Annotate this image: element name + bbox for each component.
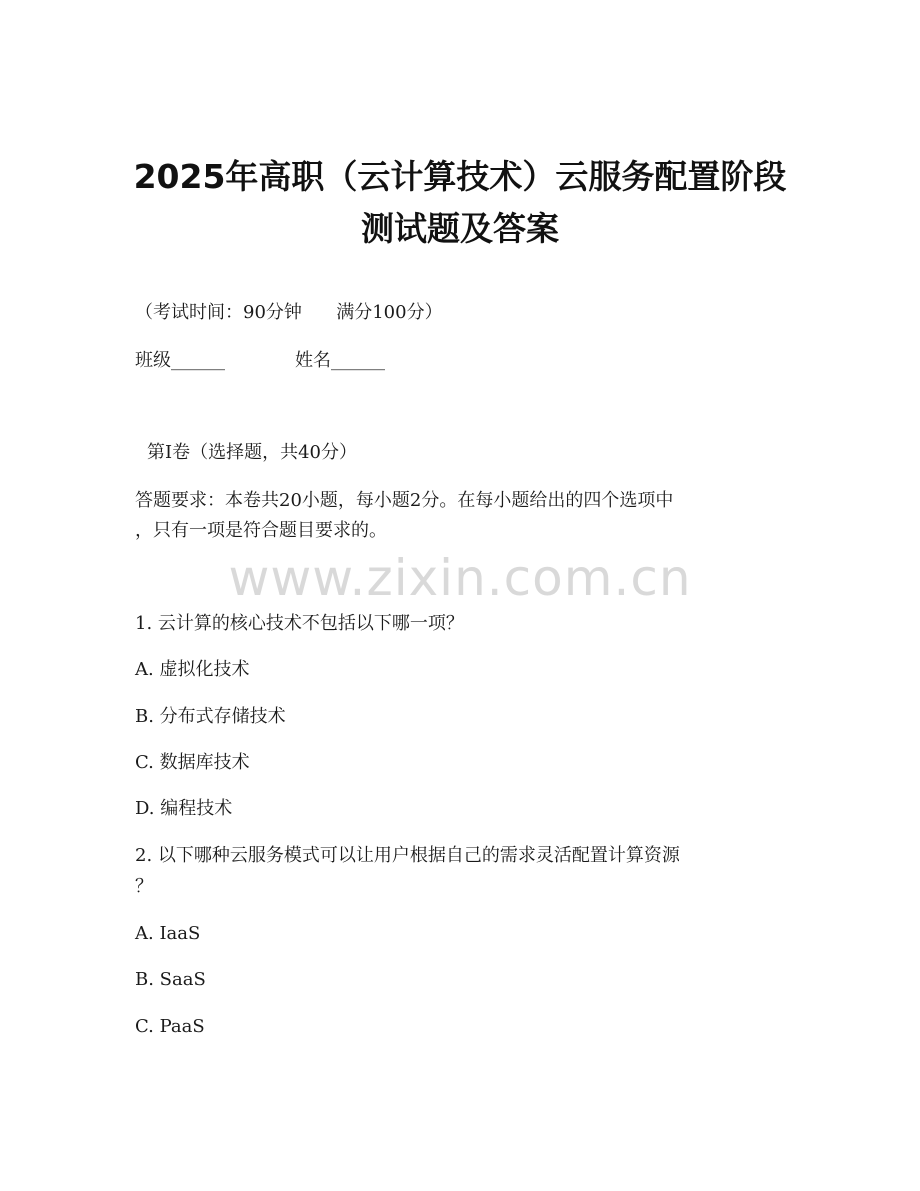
name-field-label: 姓名______ bbox=[295, 350, 385, 371]
question-1-stem: 1. 云计算的核心技术不包括以下哪一项？ bbox=[135, 613, 464, 634]
exam-info: （考试时间：90分钟 满分100分） bbox=[135, 302, 443, 323]
question-2-stem-line-1: 2. 以下哪种云服务模式可以让用户根据自己的需求灵活配置计算资源 bbox=[135, 845, 680, 866]
watermark: www.zixin.com.cn bbox=[228, 549, 692, 607]
question-1-option-d: D. 编程技术 bbox=[135, 798, 233, 819]
document-title-line-2: 测试题及答案 bbox=[361, 209, 559, 248]
question-2-option-c: C. PaaS bbox=[135, 1016, 205, 1037]
document-title-line-1: 2025年高职（云计算技术）云服务配置阶段 bbox=[133, 157, 787, 196]
question-2-option-a: A. IaaS bbox=[135, 923, 201, 944]
section-heading: 第I卷（选择题，共40分） bbox=[147, 442, 358, 463]
question-2-stem-line-2: ？ bbox=[135, 876, 153, 897]
question-1-option-a: A. 虚拟化技术 bbox=[135, 659, 250, 680]
instructions-line-2: ，只有一项是符合题目要求的。 bbox=[135, 520, 387, 541]
question-1-option-c: C. 数据库技术 bbox=[135, 752, 250, 773]
class-field-label: 班级______ bbox=[135, 350, 225, 371]
question-2-option-b: B. SaaS bbox=[135, 969, 206, 990]
question-1-option-b: B. 分布式存储技术 bbox=[135, 706, 286, 727]
instructions-line-1: 答题要求：本卷共20小题，每小题2分。在每小题给出的四个选项中 bbox=[135, 490, 674, 511]
